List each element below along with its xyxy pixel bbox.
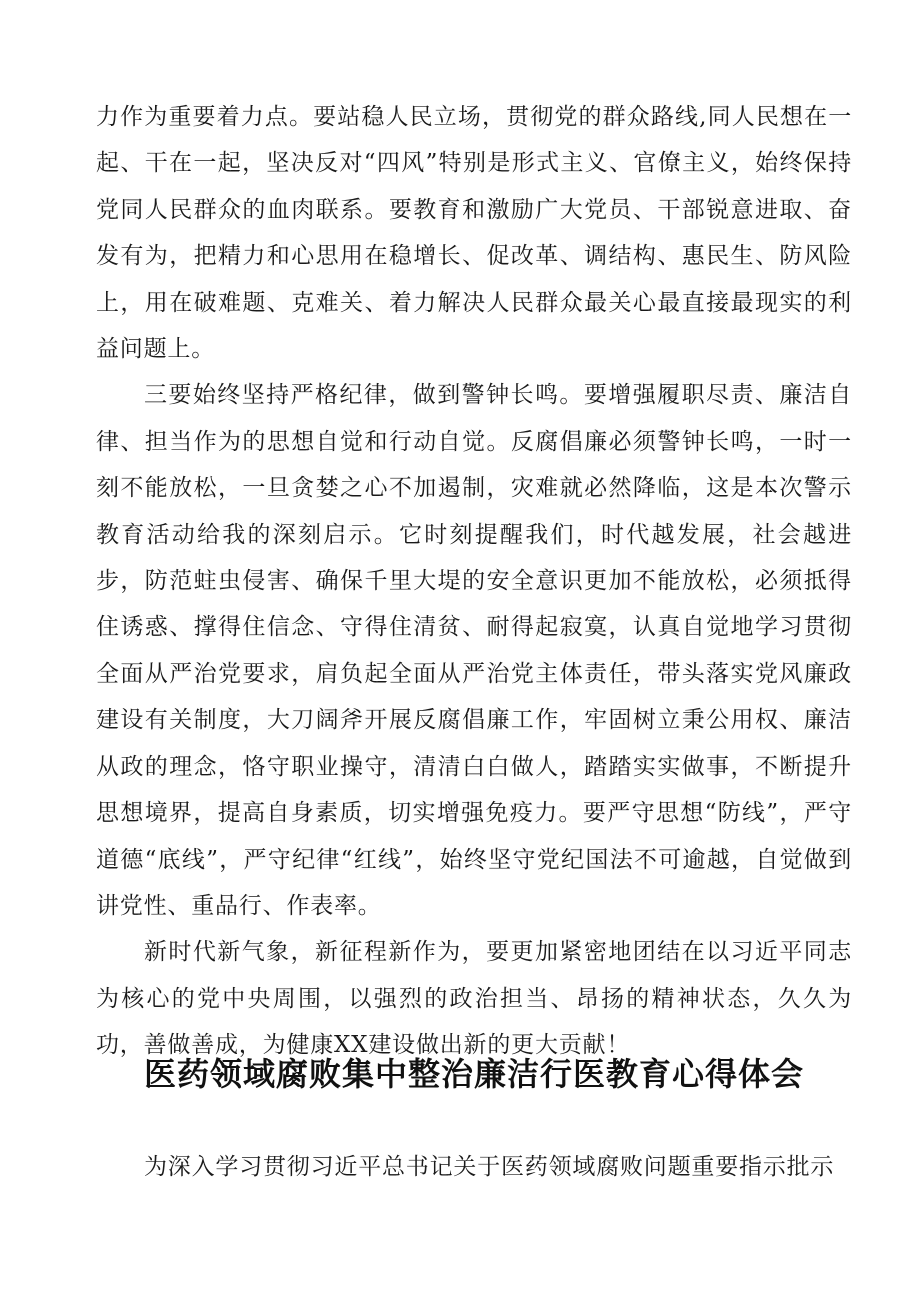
paragraph-continued: 力作为重要着力点。要站稳人民立场，贯彻党的群众路线,同人民想在一起、干在一起，坚决反对“四风”特别是形式主义、官僚主义，始终保持党同人民群众的血肉联系。要教育和激励广大党员、干部锐意进取、奋发有为，把精力和心思用在稳增长、促改革、调结构、惠民生、防风险上，用在破难题、克难关、着力解决人民群众最关心最直接最现实的利益问题上。: [96, 104, 852, 363]
paragraph-intro: 为深入学习贯彻习近平总书记关于医药领域腐败问题重要指示批示: [144, 1154, 835, 1180]
paragraph-conclusion: 新时代新气象，新征程新作为，要更加紧密地团结在以习近平同志为核心的党中央周围，以强烈的政治担当、昂扬的精神状态，久久为功，善做善成，为健康XX建设做出新的更大贡献！: [96, 939, 852, 1059]
document-body: [96, 94, 852, 1069]
paragraph-strict-discipline: 三要始终坚持严格纪律，做到警钟长鸣。要增强履职尽责、廉洁自律、担当作为的思想自觉和行动自觉。反腐倡廉必须警钟长鸣，一时一刻不能放松，一旦贪婪之心不加遏制，灾难就必然降临，这是本次警示教育活动给我的深刻启示。它时刻提醒我们，时代越发展，社会越进步，防范蛀虫侵害、确保千里大堤的安全意识更加不能放松，必须抵得住诱惑、撑得住信念、守得住清贫、耐得起寂寞，认真自觉地学习贯彻全面从严治党要求，肩负起全面从严治党主体责任，带头落实党风廉政建设有关制度，大刀阔斧开展反腐倡廉工作，牢固树立秉公用权、廉洁从政的理念，恪守职业操守，清清白白做人，踏踏实实做事，不断提升思想境界，提高自身素质，切实增强免疫力。要严守思想“防线”，严守道德“底线”，严守纪律“红线”，始终坚守党纪国法不可逾越，自觉做到讲党性、重品行、作表率。: [96, 382, 852, 919]
article-title: 医药领域腐败集中整治廉洁行医教育心得体会: [143, 1055, 804, 1093]
